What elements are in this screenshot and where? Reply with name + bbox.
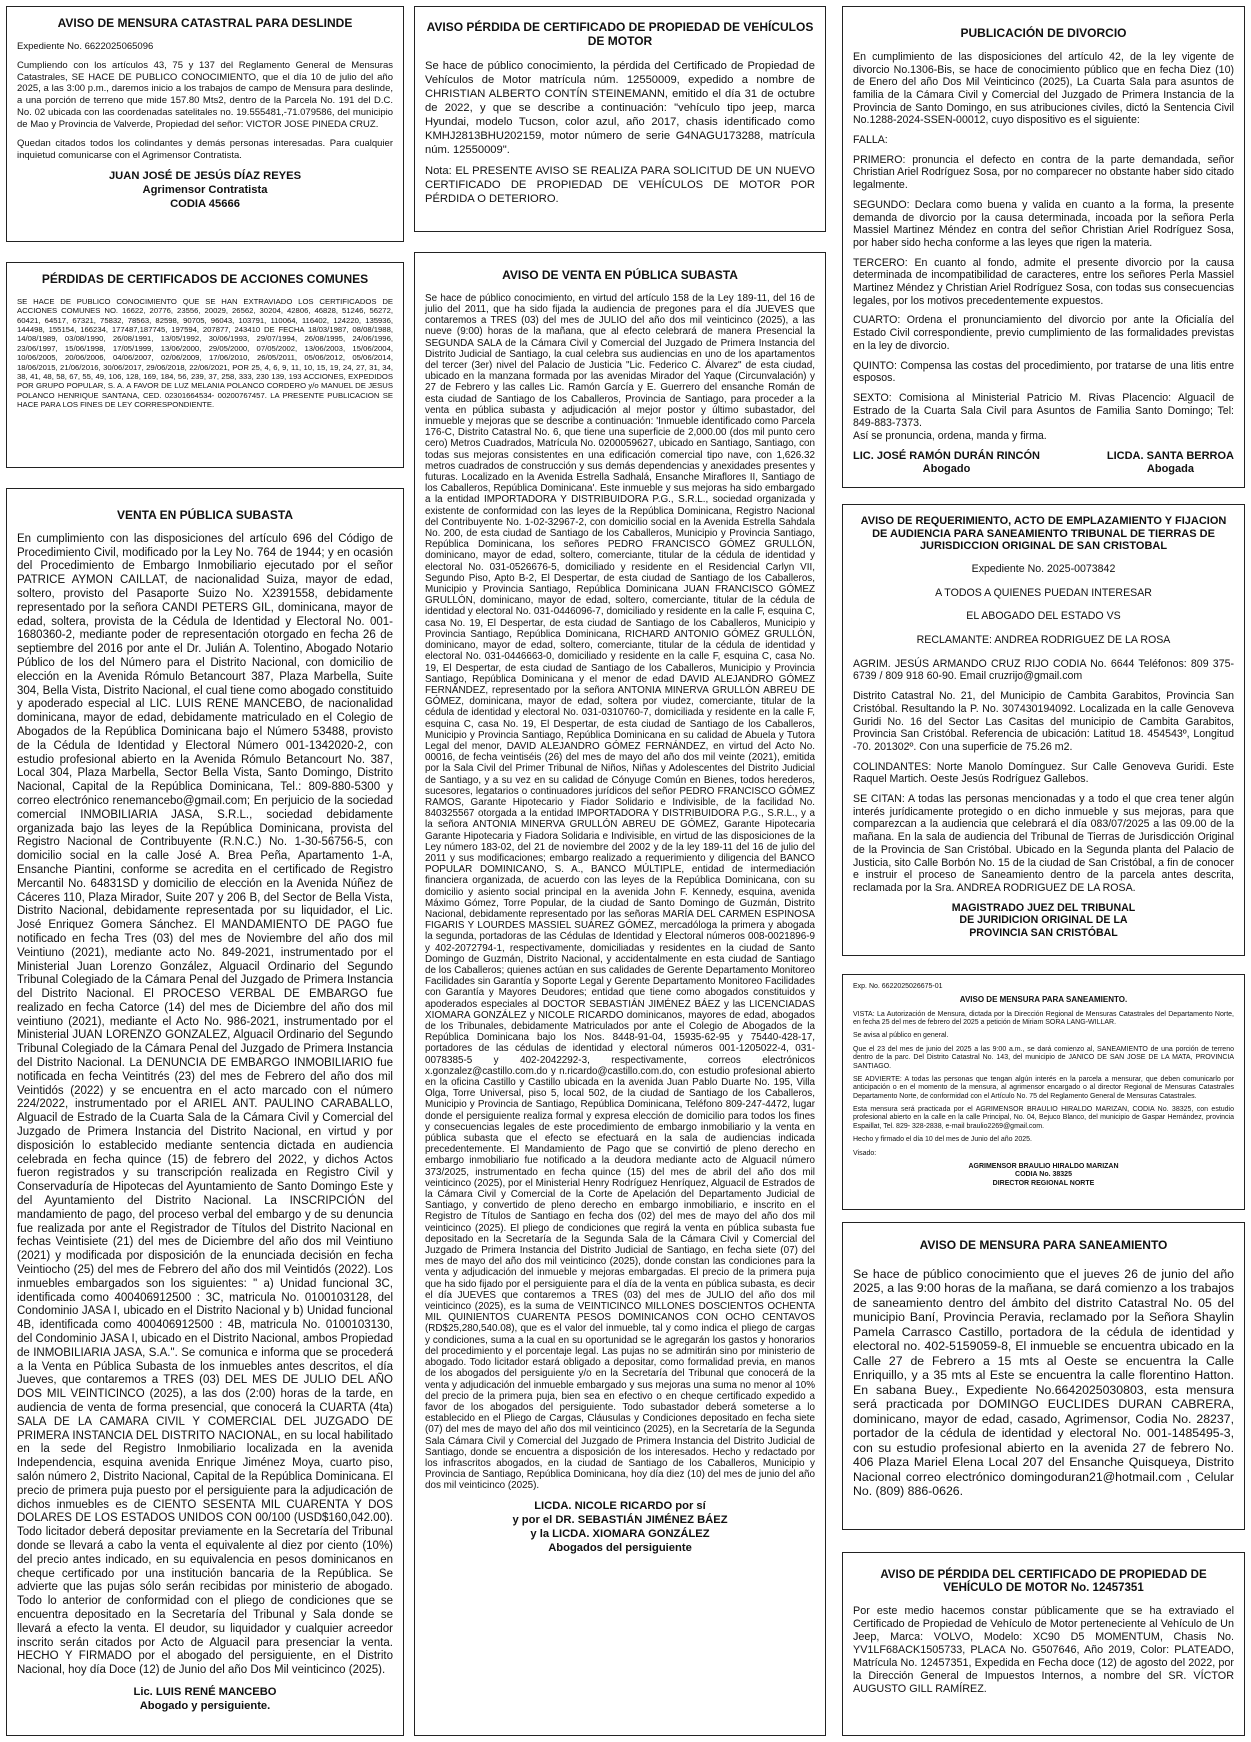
signature-line: y por el DR. SEBASTIÁN JIMÉNEZ BÁEZ	[512, 1513, 728, 1526]
notice-paragraph: En cumplimiento con las disposiciones del artículo 696 del Código de Procedimiento Civil, modificado por la Ley No. 764 de 1944; y en ocasión del Procedimiento de Embargo Inmobiliario ejecutado por el señor PATRICE AYMON CAILLAT, de nacionalidad Suiza, mayor de edad, soltero, provisto del Pasaporte Suizo No. X2391558, debidamente representado por la señora CANDI PETERS GIL, dominicana, mayor de edad, soltera, provista de la Cédula de Identidad y Electoral No. 001-1680360-2, mediante poder de representación otorgado en fecha 26 de septiembre del 2016 por ante el Dr. Julián A. Tolentino, Abogado Notario Público de los del Número para el Distrito Nacional, con domicilio de elección en la Avenida Rómulo Betancourt 387, Plaza Marbella, Suite 304, Bella Vista, Distrito Nacional, el cual tiene como abogado constituido y apoderado especial al LIC. LUIS RENE MANCEBO, de nacionalidad dominicana, mayor de edad, debidamente matriculado en el Colegio de Abogados de la República Dominicana bajo el Número 53488, provisto de la Cédula de Identidad y Electoral Número 001-1342020-2, con estudio profesional abierto en la Avenida Rómulo Betancourt No. 387, Local 304, Plaza Marbella, Sector Bella Vista, Santo Domingo, Distrito Nacional, Capital de la República Dominicana, Tel.: 809-880-5300 y correo electrónico renemancebo@gmail.com; En perjuicio de la sociedad comercial INMOBILIARIA JASA, S.R.L., sociedad debidamente organizada bajo las leyes de la República Dominicana, provista del Registro Nacional de Contribuyente (R.N.C.) No. 1-30-56756-5, con domicilio social en la calle José A. Brea Peña, Apartamento 1-A, Ensanche Piantini, conforme se acredita en el certificado de Registro Mercantil No. 64831SD y domicilio de elección en la Avenida Núñez de Cáceres 110, Plaza Mirador, Suite 207 y 206 B, del Sector de Bella Vista, Distrito Nacional, debidamente representada por su liquidador, el Lic. José Enriquez Gomera Sánchez. El MANDAMIENTO DE PAGO fue notificado en fecha Tres (03) del mes de Noviembre del año dos mil Veintiuno (2021), mediante acto No. 849-2021, instrumentado por el Ministerial Juan Lorenzo González, Alguacil Ordinario del Segundo Tribunal Colegiado de la Cámara Penal del Juzgado de Primera Instancia del Distrito Nacional. El PROCESO VERBAL DE EMBARGO fue realizado en fecha Catorce (14) del mes de Diciembre del año dos mil veintiuno (2021), mediante el Acto No. 986-2021, instrumentado por el Ministerial JUAN LORENZO GONZALEZ, Alguacil Ordinario del Segundo Tribunal Colegiado de la Cámara Penal del Juzgado de Primera Instancia del Distrito Nacional. La DENUNCIA DE EMBARGO INMOBILIARIO fue notificada en fecha Veintitrés (23) del mes de Febrero del año dos mil Veintidós (2022) y se encuentra en el acto marcado con el número 224/2022, instrumentado por el ARIEL ANT. PAULINO CARABALLO, Alguacil de Estrado de la Cuarta Sala de la Cámara Civil y Comercial del Juzgado de Primera Instancia del Distrito Nacional, en virtud y por disposición lo establecido mediante sentencia dictada en audiencia celebrada en fecha quince (15) de febrero del 2022, y dichos Actos fueron registrados y su transcripción realizada en Registro Civil y Conservaduría de Hipotecas del Ayuntamiento de Santo Domingo Este y del Ayuntamiento del Distrito Nacional. La INSCRIPCIÓN del mandamiento de pago, del proceso verbal del embargo y de su denuncia fue realizada por ante el Registrador de Títulos del Distrito Nacional en fechas Veintisiete (21) del mes de Diciembre del año dos mil Veintiuno (2021) y modificada por disposición de la enunciada decisión en fecha Veintiocho (25) del mes de Febrero del año dos mil Veintidós (2022). Los inmuebles embargados son los siguientes: " a) Unidad funcional 3C, identificada como 400406912500 : 3C, matricula No. 0100103128, del Condominio JASA I, ubicado en el Distrito Nacional y b) Unidad funcional 4B, identificada como 400406912500 : 4B, matricula No. 0100103130, del Condominio JASA I, ubicado en el Distrito Nacional, ambos Propiedad de INMOBILIARIA JASA, S.A.". Se comunica e informa que se procederá a la Venta en Pública Subasta de los inmuebles antes descritos, el día Jueves, que contaremos a TRES (03) DEL MES DE JULIO DEL AÑO DOS MIL VEINTICINCO (2025), a las dos (2:00) horas de la tarde, en audiencia de venta de forma presencial, que conocerá la CUARTA (4ta) SALA DE LA CAMARA CIVIL Y COMERCIAL DEL JUZGADO DE PRIMERA INSTANCIA DEL DISTRITO NACIONAL, en su local habilitado en la sede del Registro Inmobiliario localizada en la avenida Independencia, esquina avenida Enrique Jiménez Moya, cuarto piso, salón número 2, Distrito Nacional, Capital de la República Dominicana. El precio de primera puja puesto por el persiguiente para la adjudicación de dichos inmuebles es de CIENTO SESENTA MIL CUARENTA Y DOS DOLARES DE LOS ESTADOS UNIDOS CON 00/100 (USD$160,042.00). Todo licitador deberá depositar previamente en la Secretaría del Tribunal donde se llevará a cabo la venta el equivalente al diez por ciento (10%) del precio antes indicado, en su equivalencia en pesos dominicanos en cheque certificado por una institución bancaria de la República. Se advierte que las pujas sólo serán recibidas por ministerio de abogado. Todo lo anterior de conformidad con el pliego de condiciones que se encuentra depositado en la Secretaría del Tribunal y Sala donde se llevará a efecto la venta. El deudor, su liquidador y cualquier acreedor inscrito serán citados por Acto de Alguacil para presenciar la venta. HECHO Y FIRMADO por el abogado del persiguiente, en el Distrito Nacional, hoy día Doce (12) de Junio del año Dos Mil veinticinco (2025).	[17, 532, 393, 1677]
notice-paragraph: PRIMERO: pronuncia el defecto en contra de la parte demandada, señor Christian Ariel Rodríguez Sosa, por no comparecer no obstante haber sido citado legalmente.	[853, 153, 1235, 192]
signature-name: AGRIMENSOR BRAULIO HIRALDO MARIZAN	[968, 1163, 1119, 1171]
notice-paragraph: AGRIM. JESÚS ARMANDO CRUZ RIJO CODIA No. 6644 Teléfonos: 809 375-6739 / 809 918 60-90. Email cruzrijo@gmail.com	[853, 657, 1234, 683]
notice-mensura-saneamiento-norte	[842, 974, 1245, 1210]
notice-paragraph: Distrito Catastral No. 21, del Municipio de Cambita Garabitos, Provincia San Cristóbal. Resultando la P. No. 307430194092. Localizada en la calle Genoveva Guridi No. 16 del Sector Las Casitas del municipio de Cambita Garabitos, Provincia San Cristóbal. Referencia de ubicación: Latitud 18. 454543º, Longitud -70. 201302º. Con una superficie de 75.26 m2.	[853, 690, 1234, 753]
notice-paragraph: Se hace de público conocimiento, la pérdida del Certificado de Propiedad de Vehículos de Motor matrícula núm. 12550009, expedido a nombre de CHRISTIAN ALBERTO CONTÍN STEINEMANN, emitido el día 31 de octubre de 2022, y que se describe a continuación: "vehículo tipo jeep, marca Hyundai, modelo Tucson, color azul, año 2017, chasis identificado como KMHJ2813BHU202159, motor número de serie G4NAGU173288, matrícula núm. 12550009".	[425, 59, 815, 156]
notice-paragraph: SEGUNDO: Declara como buena y valida en cuanto a la forma, la presente demanda de divorcio por la causa determinada, incoada por la señora Perla Massiel Martinez Méndez en contra del señor Christian Ariel Rodríguez Sosa, por haber sido hecha conforme a las leyes que rigen la materia.	[853, 198, 1234, 249]
signature-line: y la LICDA. XIOMARA GONZÁLEZ	[530, 1527, 710, 1540]
notice-title: AVISO DE PÉRDIDA DEL CERTIFICADO DE PROPIEDAD DE VEHÍCULO DE MOTOR No. 12457351	[880, 1569, 1207, 1595]
signature-codia: CODIA No. 38325	[1015, 1171, 1072, 1179]
notice-title: AVISO DE VENTA EN PÚBLICA SUBASTA	[502, 268, 738, 282]
notice-mensura-saneamiento-bani	[842, 1222, 1245, 1530]
notice-paragraph: Se avisa al público en general.	[853, 1032, 949, 1040]
notice-venta-subasta	[6, 488, 404, 1736]
notice-requerimiento-saneamiento	[842, 504, 1245, 956]
expediente-number: Expediente No. 2025-0073842	[971, 562, 1116, 575]
notice-paragraph: SE CITAN: A todas las personas mencionadas y a todo el que crea tener algún interés jurídicamente protegido o en dicho inmueble y sus mejoras, para que comparezcan a la audiencia que celebrará el día 083/07/2025 a las 09.00 de la mañana. En la sala de audiencia del Tribunal de Tierras de Jurisdicción Original de la Provincia de San Cristóbal. Ubicado en la Segunda planta del Palacio de Justicia, sito Calle Borbón No. 15 de la ciudad de San Cristóbal, a fin de conocer e instruir el proceso de Saneamiento dentro de la parcela antes descrita, reclamada por la Sra. ANDREA RODRIGUEZ DE LA ROSA.	[853, 793, 1234, 894]
notice-publicacion-divorcio	[842, 6, 1245, 488]
notice-title: PÉRDIDAS DE CERTIFICADOS DE ACCIONES COMUNES	[41, 272, 369, 286]
notice-paragraph: TERCERO: En cuanto al fondo, admite el presente divorcio por la causa determinada de incompatibilidad de caracteres, entre los señores Perla Massiel Martinez Méndez y Christian Ariel Rodríguez Sosa, con todas sus consecuencias legales, por los motivos precedentemente expuestos.	[853, 256, 1234, 307]
notice-title: AVISO PÉRDIDA DE CERTIFICADO DE PROPIEDAD DE VEHÍCULOS DE MOTOR	[426, 20, 814, 48]
expediente-number: Exp. No. 6622025026675-01	[853, 983, 943, 990]
notice-perdida-acciones	[6, 262, 404, 468]
signature-name: LICDA. SANTA BERROA	[1106, 449, 1234, 462]
notice-title: VENTA EN PÚBLICA SUBASTA	[116, 508, 293, 522]
notice-title: AVISO DE MENSURA PARA SANEAMIENTO	[919, 1238, 1168, 1252]
notice-line: RECLAMANTE: ANDREA RODRIGUEZ DE LA ROSA	[916, 634, 1171, 647]
signature-name: JUAN JOSÉ DE JESÚS DÍAZ REYES	[108, 169, 302, 182]
notice-line: EL ABOGADO DEL ESTADO VS	[966, 610, 1121, 623]
notice-paragraph: Hecho y firmado el día 10 del mes de Junio del año 2025.	[853, 1136, 1033, 1144]
signature-name: LIC. JOSÉ RAMÓN DURÁN RINCÓN	[853, 449, 1041, 462]
notice-paragraph: Quedan citados todos los colindantes y demás personas interesadas. Para cualquier inquietud comunicarse con el Agrimensor Contratista.	[17, 137, 393, 161]
signature-line: MAGISTRADO JUEZ DEL TRIBUNAL	[951, 901, 1136, 914]
notice-perdida-certificado-vehiculo-volvo	[842, 1552, 1245, 1736]
notice-paragraph: Se hace de público conocimiento que el jueves 26 de junio del año 2025, a las 9:00 horas de la mañana, se dará comienzo a los trabajos de saneamiento dentro del ámbito del distrito Catastral No. 05 del municipio Baní, Provincia Peravia, reclamado por la Señora Shaylin Pamela Carrasco Castillo, portadora de la cédula de identidad y electoral no. 402-5159059-8, El inmueble se encuentra ubicado en la Calle 27 de Febrero a 15 mts al Oeste se encuentra la Calle Enriquillo, y a 35 mts al Este se encuentra la calle florentino Hatton. En sabana Buey., Expediente No.6642025030803, esta mensura será practicada por DOMINGO EUCLIDES DURAN CABRERA, dominicano, mayor de edad, casado, Agrimensor, Codia No. 28237, portador de la cédula de identidad y electoral No. 001-1485495-3, con su estudio profesional abierto en la avenida 27 de febrero No. 406 Plaza Mariel Elena Local 207 del Ensanche Quisqueya, Distrito Nacional correo electrónico domingoduran21@hotmail.com , Celular No. (809) 886-0626.	[853, 1266, 1234, 1499]
notice-paragraph: Visado:	[853, 1149, 877, 1157]
notice-paragraph: FALLA:	[853, 134, 888, 147]
notice-paragraph: QUINTO: Compensa las costas del procedimiento, por tratarse de una litis entre esposos.	[853, 359, 1234, 385]
signature-role: Abogado y persiguiente.	[139, 1699, 271, 1712]
notice-paragraph: Esta mensura será practicada por el AGRIMENSOR BRAULIO HIRALDO MARIZAN, CODIA No. 38325, con estudio profesional abierto en la calle en la calle Principal, No. 04, Bejuco Blanco, del municipio de Gaspar Hernández, provincia Espaillat, Tel. 829- 328-2838, e-mail braulio2269@gmail.com.	[853, 1106, 1234, 1130]
notice-line: A TODOS A QUIENES PUEDAN INTERESAR	[935, 586, 1152, 599]
notice-paragraph: COLINDANTES: Norte Manolo Domínguez. Sur Calle Genoveva Guridi. Este Raquel Martich. Oeste Jesús Rodríguez Gallebos.	[853, 760, 1234, 786]
signature-line: DE JURIDICION ORIGINAL DE LA	[959, 914, 1128, 927]
notice-paragraph: Expediente No. 6622025065096	[17, 40, 154, 52]
signature-role: Agrimensor Contratista	[142, 183, 268, 196]
notice-paragraph: Que el 23 del mes de junio del 2025 a las 9:00 a.m., se dará comienzo al, SANEAMIENTO de una porción de terreno dentro de la parc. Del Distrito Catastral No. 143, del municipio de JANICO DE SAN JOSE DE LA MATA, PROVINCIA SANTIAGO.	[853, 1045, 1234, 1070]
notice-title: AVISO DE MENSURA CATASTRAL PARA DESLINDE	[57, 16, 353, 30]
notice-title: AVISO DE REQUERIMIENTO, ACTO DE EMPLAZAMIENTO Y FIJACION DE AUDIENCIA PARA SANEAMIENTO TRIBUNAL DE TIERRAS DE JURISDICCION ORIGINAL DE SAN CRISTOBAL	[860, 515, 1227, 553]
signature-role: Abogados del persiguiente	[548, 1541, 692, 1554]
notice-paragraph: SE HACE DE PUBLICO CONOCIMIENTO QUE SE HAN EXTRAVIADO LOS CERTIFICADOS DE ACCIONES COMUNES NO. 16622, 20776, 23556, 20029, 26562, 30204, 42806, 46828, 51246, 56272, 60421, 64517, 67321, 75832, 78563, 82598, 90705, 96043, 103791, 110064, 116402, 124220, 135936, 144498, 155154, 166234, 177487,187745, 197594, 207877, 243410 DE FECHA 18/03/1987, 08/08/1988, 14/08/1989, 03/08/1990, 26/08/1991, 13/05/1992, 30/06/1993, 29/07/1994, 26/08/1995, 24/06/1996, 23/06/1997, 15/06/1998, 17/05/1999, 13/06/2000, 29/05/2000, 07/05/2002, 13/06/2003, 15/06/2004, 10/06/2005, 20/06/2006, 04/06/2007, 02/06/2009, 17/06/2010, 26/05/2011, 05/06/2012, 05/06/2014, 18/06/2015, 21/06/2016, 30/06/2017, 29/06/2018, 22/06/2021, POR 25, 4, 6, 9, 11, 10, 15, 19, 24, 27, 31, 34, 38, 41, 48, 58, 67, 55, 49, 106, 128, 169, 184, 56, 239, 37, 258, 333, 230 139, 193 ACCIONES, EXPEDIDOS POR GRUPO POPULAR, S. A. A FAVOR DE LUZ MELANIA POLANCO CORDERO y/o MANUEL DE JESUS POLANCO HENRIQUE SANTANA, CED. 02301664534- 00200767457. LA PRESENTE PUBLICACION SE HACE PARA LOS FINES DE LEY CORRESPONDIENTE.	[17, 296, 393, 410]
notice-paragraph: Por este medio hacemos constar públicamente que se ha extraviado el Certificado de Propiedad de Vehículo de Motor perteneciente al Vehículo de Un Jeep, Marca: VOLVO, Modelo: XC90 D5 MOMENTUM, Chasis No. YV1LF68ACK1505733, PLACA No. G507646, Año 2019, Color: PLATEADO, Matrícula No. 12457351, Expedida en Fecha doce (12) de agosto del 2022, por la Dirección General de Impuestos Internos, a nombre del SR. VÍCTOR AUGUSTO GILL RAMÍREZ.	[853, 1605, 1234, 1696]
notice-paragraph: VISTA: La Autorización de Mensura, dictada por la Dirección Regional de Mensuras Catastrales del Departamento Norte, en fecha 25 del mes de febrero del 2025 a petición de Miriam SORA LANG-WILLAR.	[853, 1010, 1234, 1026]
notice-paragraph: Así se pronuncia, ordena, manda y firma.	[853, 430, 1047, 443]
notice-paragraph: En cumplimiento de las disposiciones del artículo 42, de la ley vigente de divorcio No.1306-Bis, se hace de conocimiento público que en fecha Diez (10) de Enero del año Dos Mil Veinticinco (2025), La Cuarta Sala para asuntos de familia de la Cámara Civil y Comercial del Juzgado de Primera Instancia de la Provincia de Santo Domingo, en sus atribuciones civiles, dictó la Sentencia Civil No.1288-2024-SSEN-00012, cuyo dispositivo es el siguiente:	[853, 50, 1234, 127]
notice-paragraph: SE ADVIERTE: A todas las personas que tengan algún interés en la parcela a mensurar, que deben comunicarlo por anticipación o en el momento de la mensura, al agrimensor encargado o al director Regional de Mensuras Catastrales Departamento Norte, de conformidad con el Artículo No. 75 del Reglamento General de Mensuras Catastrales.	[853, 1075, 1234, 1100]
notice-paragraph: Se hace de público conocimiento, en virtud del artículo 158 de la Ley 189-11, del 16 de julio del 2011, que ha sido fijada la audiencia de pregones para el día JUEVES que contaremos a TRES (03) del mes de JULIO del año dos mil veinticinco (2025), a las nueve (9:00) horas de la mañana, que al efecto celebrará de manera Presencial la SEGUNDA SALA de la Cámara Civil y Comercial del Juzgado de Primera Instancia del Distrito Judicial de Santiago, la cual celebra sus audiencias en uno de los apartamentos del tercer (3er) nivel del Palacio de Justicia "Lic. Federico C. Álvarez" de esta ciudad, ubicado en la manzana formada por las avenidas Mirador del Yaque (Circunvalación) y 27 de Febrero y las calles Lic. Ramón García y E. Guerrero del ensanche Román de esta ciudad de Santiago de los Caballeros, Provincia de Santiago, para proceder a la venta en pública subasta y adjudicación al mejor postor y último subastador, del inmueble y mejoras que se describe a continuación: 'Inmueble identificado como Parcela 176-C, Distrito Catastral No. 6, que tiene una superficie de 2,000.00 (dos mil punto cero cero) Metros Cuadrados, Matrícula No. 0200059627, ubicado en Santiago, Santiago, con todas sus mejoras consistentes en una edificación comercial tipo nave, con 1,626.32 metros cuadrados de construcción y sus demás dependencias y anexidades presentes y futuras. Localizado en la Avenida Estrella Sadhalá, Ensanche Miraflores II, Santiago de los Caballeros, República Dominicana'. Este inmueble y sus mejoras ha sido embargado a la entidad IMPORTADORA Y DISTRIBUIDORA P.G., S.R.L., sociedad organizada y existente de conformidad con las leyes de la República Dominicana, Registro Nacional del Contribuyente No. 1-02-32967-2, con domicilio social en la Avenida Estrella Sahdala No. 200, de esta ciudad de Santiago de los Caballeros, Municipio y Provincia Santiago, República Dominicana, los señores PEDRO FRANCISCO GÓMEZ GRULLÓN, dominicano, mayor de edad, soltero, comerciante, titular de la cédula de identidad y electoral No. 031-0526676-5, domiciliado y residente en el Residencial Carlyn VII, Segundo Piso, Apto B-2, El Despertar, de esta ciudad de Santiago de los Caballeros, Municipio y Provincia Santiago, República Dominicana JUAN FRANCISCO GÓMEZ GRULLÓN, dominicano, mayor de edad, soltero, comerciante, titular de la cédula de identidad y electoral No. 031-0446096-7, domiciliado y residente en la calle F, esquina C, casa No. 19, El Despertar, de esta ciudad de Santiago de los Caballeros, Municipio y Provincia Santiago, República Dominicana, RICHARD ANTONIO GÓMEZ GRULLÓN, dominicano, mayor de edad, soltero, comerciante, titular de la cédula de identidad y electoral No. 031-0446663-0, domiciliado y residente en la calle F, esquina C, casa No. 19, El Despertar, de esta ciudad de Santiago de los Caballeros, Municipio y Provincia Santiago, República Dominicana y el menor de edad DAVID ALEJANDRO GÓMEZ FERNÁNDEZ, representado por la señora ANTONIA MINERVA GRULLÓN ABREU DE GÓMEZ, dominicana, mayor de edad, soltera por viudez, comerciante, titular de la cédula de identidad y electoral No. 031-0310760-7, domiciliada y residente en la calle F, esquina C, casa No. 19, El Despertar, de esta ciudad de Santiago de los Caballeros, Municipio y Provincia Santiago, República Dominicana en su calidad de Abuela y Tutora Legal del menor, DAVID ALEJANDRO GÓMEZ FERNÁNDEZ, en virtud del Acto No. 00016, de fecha veintiséis (26) del mes de mayo del año dos mil veinte (2021), emitida por la Sala Civil del Primer Tribunal de Niños, Niñas y Adolescentes del Distrito Judicial de Santiago, y a su vez en su calidad de Cónyuge Común en Bienes, todos herederos, sucesores, legatarios o continuadores jurídicos del señor PEDRO FRANCISCO GÓMEZ RAMOS, Garante Hipotecario y Fiador Solidario e Indivisible, de la facilidad No. 840325567 otorgada a la entidad IMPORTADORA Y DISTRIBUIDORA P.G., S.R.L., y a la señora ANTONIA MINERVA GRULLÓN ABREU DE GÓMEZ, Garante Hipotecaria Garante Hipotecaria y Fiadora Solidaria e Indivisible, en virtud de las disposiciones de la Ley número 183-02, del 21 de noviembre del 2002 y de la ley 189-11 del 16 de julio del 2011 y sus modificaciones; embargo realizado a requerimiento y diligencia del BANCO POPULAR DOMINICANO, S. A., BANCO MÚLTIPLE, entidad de intermediación financiera organizada, de acuerdo con las leyes de la República Dominicana, con su domicilio y asiento social principal en la avenida John F. Kennedy, esquina, avenida Máximo Gómez, Torre Popular, de la ciudad de Santo Domingo de Guzmán, Distrito Nacional, debidamente representado por las señoras MARÍA DEL CARMEN ESPINOSA FIGARIS Y LOURDES MASSIEL SUÁREZ GÓMEZ, mercadóloga la primera y abogada la segunda, portadoras de las Cédulas de Identidad y Electoral números 008-0021896-9 y 402-2072794-1, respectivamente, domiciliadas y residentes en la ciudad de Santo Domingo de Guzmán, Distrito Nacional, y accidentalmente en esta ciudad de Santiago de los Caballeros; quienes actúan en sus calidades de Gerente Departamento Monitoreo Facilidades sin Garantía y Soporte Legal y Gerente Departamento Monitoreo Facilidades con Garantía y Mayores Deudores; entidad que tiene como abogados constituidos y apoderados especiales al DOCTOR SEBASTIÁN JIMÉNEZ BÁEZ y las LICENCIADAS XIOMARA GONZÁLEZ y NICOLE RICARDO dominicanos, mayores de edad, abogados de los Tribunales, debidamente Matriculados por ante el Colegio de Abogados de la República Dominicana bajo los Nos. 8448-91-04, 15935-62-95 y 75440-428-17, portadores de las cédulas de identidad y electoral números 001-1205022-4, 031-0078385-5 y 402-2042292-3, respectivamente, correos electrónicos x.gonzalez@castillo.com.do y n.ricardo@castillo.com.do, con estudio profesional abierto en la oficina Castillo y Castillo ubicada en la avenida Juan Pablo Duarte No. 195, Villa Olga, Torre Universal, piso 5, local 502, de la ciudad de Santiago de los Caballeros, Municipio y Provincia de Santiago, República Dominicana, Teléfono 809-247-4472, lugar donde el persiguiente realiza formal y expresa elección de domicilio para todos los fines y consecuencias legales de este procedimiento de embargo inmobiliario y la venta en pública subasta que el efecto se efectuará en la sala de audiencias indicada precedentemente. El Mandamiento de Pago que se convirtió de pleno derecho en embargo inmobiliario fue notificado a la deudora mediante acto de Alguacil número 373/2025, instrumentado en fecha quince (15) del mes de abril del año dos mil veinticinco (2025), por el Ministerial Henry Rodríguez Henríquez, Alguacil de Estrados de la Cámara Civil y Comercial de la Corte de Apelación del Departamento Judicial de Santiago, y convertido de pleno derecho en embargo inmobiliario, e inscrito en el Registro de Títulos de Santiago en fecha dos (02) del mes de mayo del año dos mil veinticinco (2025). El pliego de condiciones que regirá la venta en pública subasta fue depositado en la Secretaría de la Segunda Sala de la Cámara Civil y Comercial del Juzgado de Primera Instancia del Distrito Judicial de Santiago, en fecha siete (07) del mes de mayo del año dos mil veinticinco (2025), donde constan las condiciones para la venta y adjudicación del inmueble y mejoras embargadas. El precio de la primera puja que ha sido fijado por el persiguiente para el día de la venta en pública subasta, es decir el día JUEVES que contaremos a TRES (03) del mes de JULIO del año dos mil veinticinco (2025), es la suma de VEINTICINCO MILLONES DOSCIENTOS OCHENTA MIL QUINIENTOS CUARENTA PESOS DOMINICANOS CON OCHO CENTAVOS (RD$25,280,540.08), que es el valor del inmueble, tal y como indica el pliego de cargas y condiciones, suma a la cual en su oportunidad se le agregarán los gastos y honorarios del procedimiento y el porcentaje legal. Las pujas no se admitirán sino por ministerio de abogado. Todo licitador estará obligado a depositar, como formalidad previa, en manos de los abogados del persiguiente y/o en la Secretaría del Tribunal que conocerá de la venta y adjudicación del inmueble embargado y sus mejoras una suma no menor al 10% del precio de la primera puja, bien sea en efectivo o en cheque certificado expedido a favor de los abogados del persiguiente. Todo subastador deberá someterse a lo establecido en el Pliego de Cargas, Cláusulas y Condiciones depositado en fecha siete (07) del mes de mayo del año dos mil veinticinco (2025), en la Secretaría de la Segunda Sala Cámara Civil y Comercial del Juzgado de Primera Instancia del Distrito Judicial de Santiago, donde se encuentra a disposición de los interesados. Hecho y redactado por los infrascritos abogados, en la ciudad de Santiago de los Caballeros, Municipio y Provincia de Santiago, República Dominicana, hoy día diez (10) del mes de junio del año dos mil veinticinco (2025).	[425, 292, 815, 1492]
signature-line: PROVINCIA SAN CRISTÓBAL	[969, 927, 1118, 940]
notice-aviso-venta-subasta	[414, 252, 826, 1736]
signature-line: LICDA. NICOLE RICARDO por sí	[534, 1499, 706, 1512]
notice-perdida-certificado-vehiculo	[414, 6, 826, 232]
notice-paragraph: Cumpliendo con los artículos 43, 75 y 137 del Reglamento General de Mensuras Catastrales, SE HACE DE PUBLICO CONOCIMIENTO, que el día 10 de julio del año 2025, a las 3:00 p.m., daremos inicio a los trabajos de campo de Mensura para deslinde, a una porción de terreno que mide 157.80 Mts2, dentro de la Parcela No. 191 del D.C. No. 02 ubicada con las coordenadas satelitales no. 19.555481,-71.079586, del municipio de Mao y Provincia de Valverde, Propiedad del señor: VICTOR JOSE PINEDA CRUZ.	[17, 59, 393, 131]
signature-role: DIRECTOR REGIONAL NORTE	[992, 1179, 1095, 1187]
notice-mensura-deslinde	[6, 6, 404, 242]
notice-paragraph: Nota: EL PRESENTE AVISO SE REALIZA PARA SOLICITUD DE UN NUEVO CERTIFICADO DE PROPIEDAD DE VEHÍCULOS DE MOTOR POR PÉRDIDA O DETERIORO.	[425, 164, 815, 205]
notice-title: PUBLICACIÓN DE DIVORCIO	[960, 26, 1127, 40]
signature-role: Abogada	[1146, 462, 1194, 475]
notice-paragraph: CUARTO: Ordena el pronunciamiento del divorcio por ante la Oficialía del Estado Civil correspondiente, previo cumplimiento de las formalidades previstas en la ley de divorcio.	[853, 314, 1234, 352]
notice-title: AVISO DE MENSURA PARA SANEAMIENTO.	[959, 995, 1128, 1005]
signature-codia: CODIA 45666	[170, 197, 240, 210]
signature-name: Lic. LUIS RENÉ MANCEBO	[133, 1685, 277, 1698]
signature-role: Abogado	[922, 462, 971, 475]
notice-paragraph: SEXTO: Comisiona al Ministerial Patricio M. Rivas Placencio: Alguacil de Estrado de la Cuarta Sala Civil para Asuntos de Familia Santo Domingo; Tel: 849-883-7373.	[853, 391, 1234, 430]
